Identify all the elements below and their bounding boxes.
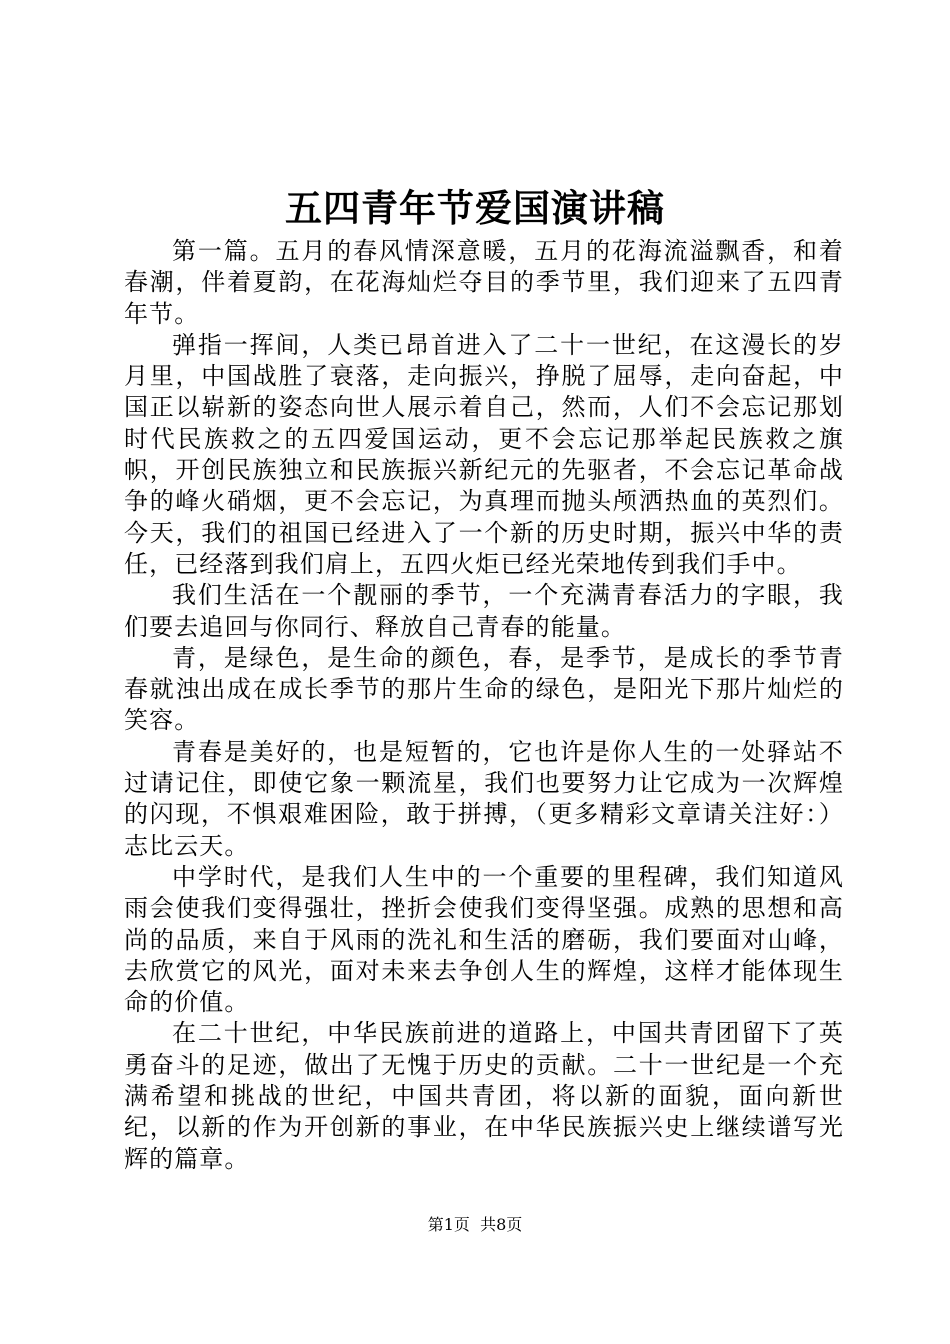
page-total: 共8页 [480, 1215, 523, 1234]
paragraph: 中学时代，是我们人生中的一个重要的里程碑，我们知道风雨会使我们变得强壮，挫折会使我们变得坚强。成熟的思想和高尚的品质，来自于风雨的洗礼和生活的磨砺，我们要面对山峰，去欣赏它的风光，面对未来去争创人生的辉煌，这样才能体现生命的价值。 [124, 862, 844, 1017]
paragraph: 在二十世纪，中华民族前进的道路上，中国共青团留下了英勇奋斗的足迹，做出了无愧于历史的贡献。二十一世纪是一个充满希望和挑战的世纪，中国共青团，将以新的面貌，面向新世纪，以新的作为开创新的事业，在中华民族振兴史上继续谱写光辉的篇章。 [124, 1019, 844, 1173]
document-body [124, 236, 844, 1175]
page-number: 第1页 [427, 1215, 470, 1234]
paragraph: 青，是绿色，是生命的颜色，春，是季节，是成长的季节青春就浊出成在成长季节的那片生命的绿色，是阳光下那片灿烂的笑容。 [124, 643, 844, 735]
paragraph: 我们生活在一个靓丽的季节，一个充满青春活力的字眼，我们要去追回与你同行、释放自己青春的能量。 [124, 581, 844, 641]
document-title: 五四青年节爱国演讲稿 [285, 186, 665, 230]
paragraph: 第一篇。五月的春风情深意暖，五月的花海流溢飘香，和着春潮，伴着夏韵，在花海灿烂夺目的季节里，我们迎来了五四青年节。 [124, 237, 844, 328]
paragraph: 青春是美好的，也是短暂的，它也许是你人生的一处驿站不过请记住，即使它象一颗流星，我们也要努力让它成为一次辉煌的闪现，不惧艰难困险，敢于拼搏，（更多精彩文章请关注好：）志比云天。 [124, 737, 844, 860]
page-footer [0, 1213, 950, 1237]
paragraph: 弹指一挥间，人类已昂首进入了二十一世纪，在这漫长的岁月里，中国战胜了衰落，走向振兴，挣脱了屈辱，走向奋起，中国正以崭新的姿态向世人展示着自己，然而，人们不会忘记那划时代民族救之的五四爱国运动，更不会忘记那举起民族救之旗帜，开创民族独立和民族振兴新纪元的先驱者，不会忘记革命战争的峰火硝烟，更不会忘记，为真理而抛头颅洒热血的英烈们。今天，我们的祖国已经进入了一个新的历史时期，振兴中华的责任，已经落到我们肩上，五四火炬已经光荣地传到我们手中。 [124, 330, 844, 578]
